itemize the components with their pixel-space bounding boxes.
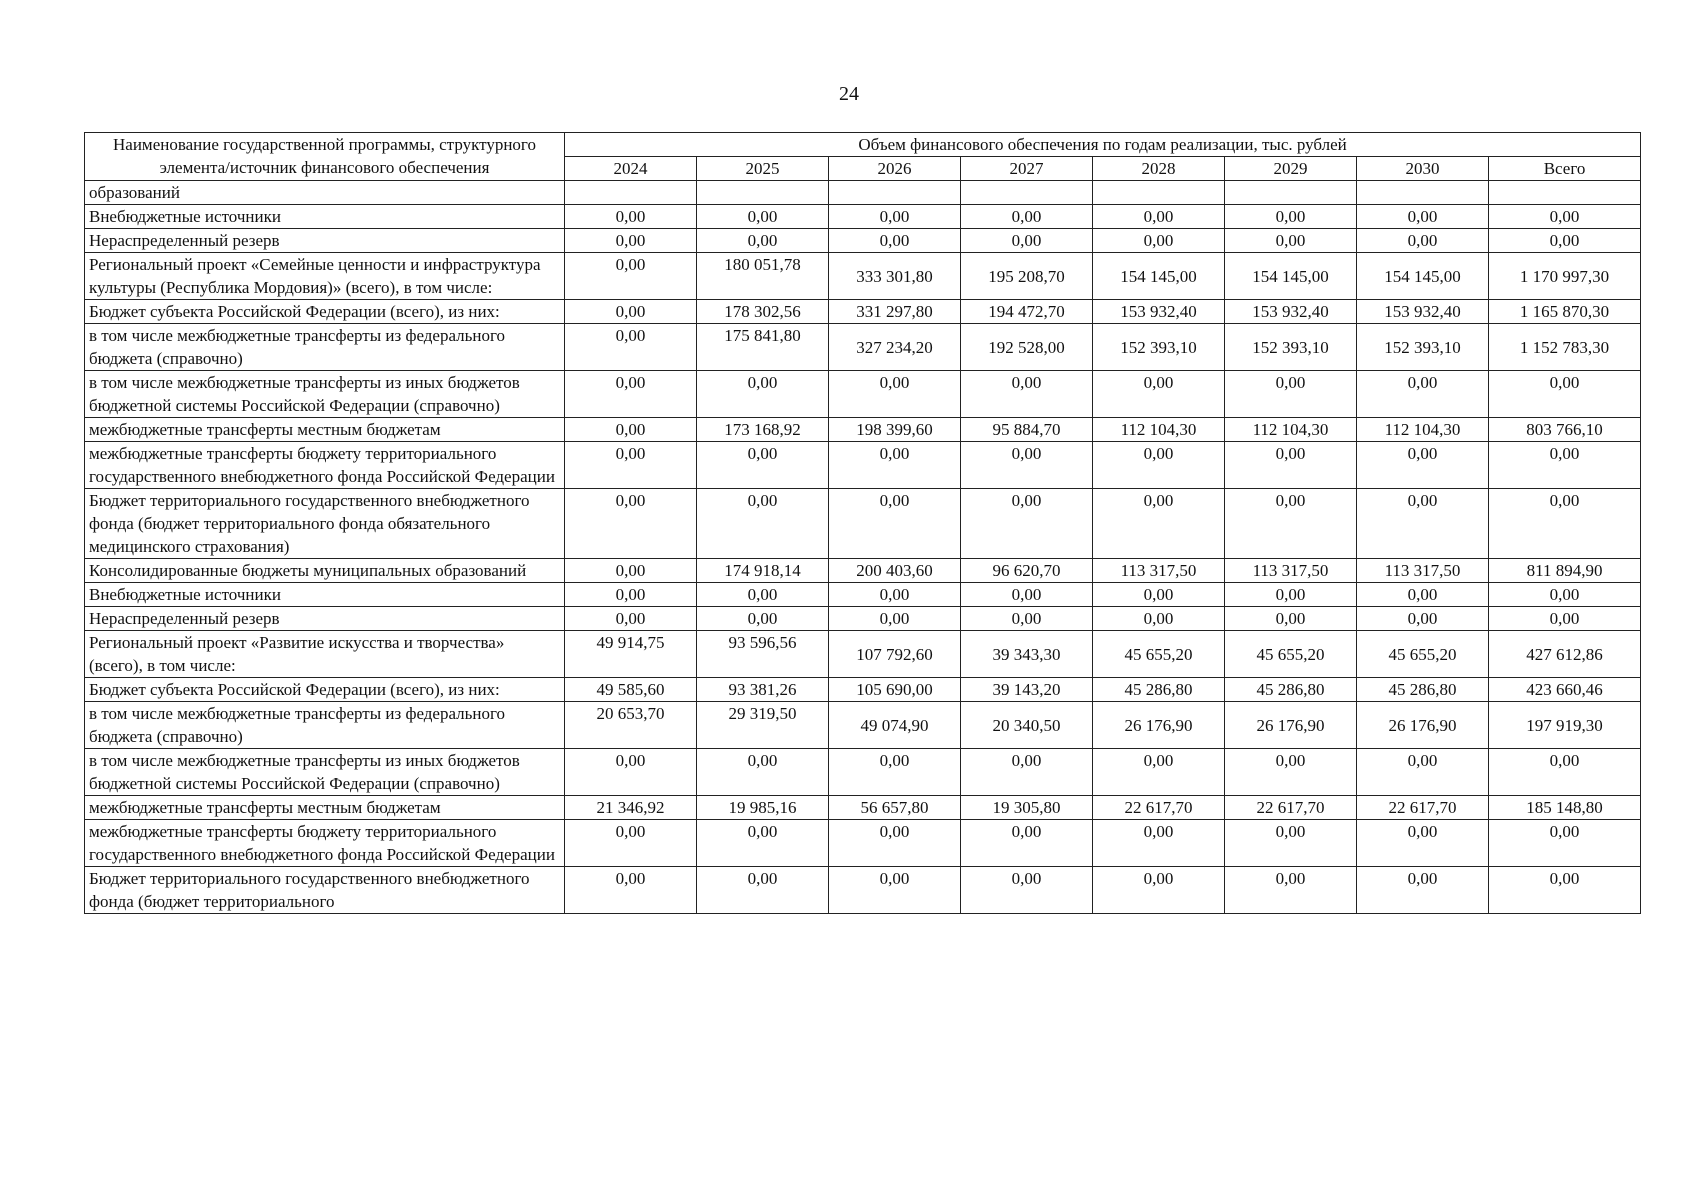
total-value-cell: 0,00: [1489, 442, 1641, 489]
year-value-cell: [1357, 181, 1489, 205]
year-value-cell: 49 914,75: [565, 631, 697, 678]
header-year: 2026: [829, 157, 961, 181]
year-value-cell: 0,00: [565, 371, 697, 418]
row-label: в том числе межбюджетные трансферты из иных бюджетов бюджетной системы Российской Федерации (справочно): [85, 371, 565, 418]
year-value-cell: 198 399,60: [829, 418, 961, 442]
row-label: образований: [85, 181, 565, 205]
year-value-cell: 152 393,10: [1225, 324, 1357, 371]
table-body: [85, 181, 1641, 914]
table-row: [85, 749, 1641, 796]
year-value-cell: 0,00: [565, 418, 697, 442]
year-value-cell: 45 655,20: [1225, 631, 1357, 678]
year-value-cell: 154 145,00: [1093, 253, 1225, 300]
year-value-cell: 113 317,50: [1225, 559, 1357, 583]
year-value-cell: 0,00: [565, 559, 697, 583]
total-value-cell: 185 148,80: [1489, 796, 1641, 820]
year-value-cell: 0,00: [697, 820, 829, 867]
total-value-cell: 423 660,46: [1489, 678, 1641, 702]
year-value-cell: 0,00: [961, 371, 1093, 418]
year-value-cell: 331 297,80: [829, 300, 961, 324]
year-value-cell: [697, 181, 829, 205]
year-value-cell: 45 286,80: [1357, 678, 1489, 702]
year-value-cell: 0,00: [565, 583, 697, 607]
year-value-cell: 194 472,70: [961, 300, 1093, 324]
year-value-cell: 200 403,60: [829, 559, 961, 583]
total-value-cell: 1 165 870,30: [1489, 300, 1641, 324]
year-value-cell: 0,00: [565, 820, 697, 867]
year-value-cell: 0,00: [829, 867, 961, 914]
table-row: [85, 631, 1641, 678]
total-value-cell: [1489, 181, 1641, 205]
year-value-cell: 0,00: [961, 749, 1093, 796]
year-value-cell: 153 932,40: [1357, 300, 1489, 324]
year-value-cell: 0,00: [829, 229, 961, 253]
year-value-cell: 112 104,30: [1357, 418, 1489, 442]
row-label: в том числе межбюджетные трансферты из федерального бюджета (справочно): [85, 702, 565, 749]
year-value-cell: 0,00: [1093, 229, 1225, 253]
year-value-cell: 0,00: [829, 371, 961, 418]
year-value-cell: 45 655,20: [1357, 631, 1489, 678]
row-label: Региональный проект «Семейные ценности и инфраструктура культуры (Республика Мордовия)» (всего), в том числе:: [85, 253, 565, 300]
total-value-cell: 0,00: [1489, 229, 1641, 253]
year-value-cell: 0,00: [1093, 820, 1225, 867]
year-value-cell: 0,00: [1225, 442, 1357, 489]
year-value-cell: 107 792,60: [829, 631, 961, 678]
year-value-cell: 0,00: [1225, 820, 1357, 867]
year-value-cell: 21 346,92: [565, 796, 697, 820]
header-year: 2027: [961, 157, 1093, 181]
year-value-cell: 0,00: [961, 442, 1093, 489]
year-value-cell: 0,00: [1357, 749, 1489, 796]
table-row: [85, 607, 1641, 631]
row-label: Бюджет субъекта Российской Федерации (всего), из них:: [85, 300, 565, 324]
year-value-cell: 112 104,30: [1225, 418, 1357, 442]
year-value-cell: 0,00: [1225, 205, 1357, 229]
year-value-cell: 45 286,80: [1093, 678, 1225, 702]
header-year: 2024: [565, 157, 697, 181]
year-value-cell: 0,00: [1225, 229, 1357, 253]
year-value-cell: 174 918,14: [697, 559, 829, 583]
year-value-cell: 26 176,90: [1225, 702, 1357, 749]
total-value-cell: 0,00: [1489, 607, 1641, 631]
year-value-cell: 0,00: [1225, 749, 1357, 796]
year-value-cell: 19 985,16: [697, 796, 829, 820]
year-value-cell: 39 343,30: [961, 631, 1093, 678]
year-value-cell: 195 208,70: [961, 253, 1093, 300]
year-value-cell: 20 340,50: [961, 702, 1093, 749]
year-value-cell: 0,00: [829, 205, 961, 229]
total-value-cell: 1 170 997,30: [1489, 253, 1641, 300]
year-value-cell: 0,00: [565, 867, 697, 914]
table-row: [85, 702, 1641, 749]
year-value-cell: 0,00: [565, 205, 697, 229]
year-value-cell: 0,00: [697, 442, 829, 489]
table-row: [85, 867, 1641, 914]
header-row-1: [85, 133, 1641, 157]
year-value-cell: [1093, 181, 1225, 205]
year-value-cell: 39 143,20: [961, 678, 1093, 702]
year-value-cell: 152 393,10: [1357, 324, 1489, 371]
year-value-cell: 0,00: [565, 442, 697, 489]
year-value-cell: 178 302,56: [697, 300, 829, 324]
year-value-cell: 0,00: [565, 300, 697, 324]
year-value-cell: 0,00: [1357, 442, 1489, 489]
year-value-cell: 173 168,92: [697, 418, 829, 442]
year-value-cell: 0,00: [961, 229, 1093, 253]
row-label: Бюджет субъекта Российской Федерации (всего), из них:: [85, 678, 565, 702]
year-value-cell: 0,00: [697, 205, 829, 229]
year-value-cell: [961, 181, 1093, 205]
header-financing-volume: Объем финансового обеспечения по годам реализации, тыс. рублей: [565, 133, 1641, 157]
year-value-cell: 113 317,50: [1357, 559, 1489, 583]
year-value-cell: 0,00: [961, 583, 1093, 607]
year-value-cell: 0,00: [1225, 371, 1357, 418]
total-value-cell: 1 152 783,30: [1489, 324, 1641, 371]
year-value-cell: 0,00: [829, 820, 961, 867]
table-row: [85, 253, 1641, 300]
header-name-column: Наименование государственной программы, структурного элемента/источник финансового обеспечения: [85, 133, 565, 181]
year-value-cell: 0,00: [697, 583, 829, 607]
table-row: [85, 371, 1641, 418]
table-row: [85, 205, 1641, 229]
year-value-cell: 0,00: [1093, 583, 1225, 607]
table-row: [85, 820, 1641, 867]
row-label: Региональный проект «Развитие искусства и творчества» (всего), в том числе:: [85, 631, 565, 678]
row-label: межбюджетные трансферты местным бюджетам: [85, 796, 565, 820]
year-value-cell: 0,00: [697, 607, 829, 631]
year-value-cell: 0,00: [1357, 607, 1489, 631]
year-value-cell: 0,00: [565, 324, 697, 371]
year-value-cell: 0,00: [697, 371, 829, 418]
year-value-cell: 93 596,56: [697, 631, 829, 678]
year-value-cell: 0,00: [829, 442, 961, 489]
year-value-cell: 0,00: [1093, 489, 1225, 559]
year-value-cell: 0,00: [565, 229, 697, 253]
year-value-cell: 0,00: [829, 489, 961, 559]
table-row: [85, 796, 1641, 820]
year-value-cell: 0,00: [565, 253, 697, 300]
row-label: Внебюджетные источники: [85, 205, 565, 229]
year-value-cell: 327 234,20: [829, 324, 961, 371]
year-value-cell: 113 317,50: [1093, 559, 1225, 583]
header-year: 2025: [697, 157, 829, 181]
table-row: [85, 583, 1641, 607]
year-value-cell: 112 104,30: [1093, 418, 1225, 442]
year-value-cell: 0,00: [697, 749, 829, 796]
year-value-cell: 0,00: [697, 489, 829, 559]
table-row: [85, 300, 1641, 324]
total-value-cell: 0,00: [1489, 583, 1641, 607]
table-row: [85, 678, 1641, 702]
row-label: в том числе межбюджетные трансферты из иных бюджетов бюджетной системы Российской Федерации (справочно): [85, 749, 565, 796]
row-label: в том числе межбюджетные трансферты из федерального бюджета (справочно): [85, 324, 565, 371]
year-value-cell: [829, 181, 961, 205]
table-row: [85, 324, 1641, 371]
row-label: межбюджетные трансферты бюджету территориального государственного внебюджетного фонда Российской Федерации: [85, 442, 565, 489]
year-value-cell: 0,00: [961, 820, 1093, 867]
total-value-cell: 803 766,10: [1489, 418, 1641, 442]
year-value-cell: 175 841,80: [697, 324, 829, 371]
year-value-cell: 56 657,80: [829, 796, 961, 820]
total-value-cell: 0,00: [1489, 749, 1641, 796]
year-value-cell: 0,00: [1357, 867, 1489, 914]
table-row: [85, 418, 1641, 442]
row-label: межбюджетные трансферты местным бюджетам: [85, 418, 565, 442]
year-value-cell: 105 690,00: [829, 678, 961, 702]
year-value-cell: 0,00: [1225, 583, 1357, 607]
year-value-cell: 0,00: [961, 489, 1093, 559]
year-value-cell: 0,00: [1357, 489, 1489, 559]
year-value-cell: 29 319,50: [697, 702, 829, 749]
year-value-cell: 0,00: [961, 205, 1093, 229]
table-row: [85, 442, 1641, 489]
table-row: [85, 559, 1641, 583]
total-value-cell: 427 612,86: [1489, 631, 1641, 678]
year-value-cell: 0,00: [1357, 371, 1489, 418]
financing-table: [84, 132, 1641, 914]
year-value-cell: [1225, 181, 1357, 205]
year-value-cell: 0,00: [1357, 205, 1489, 229]
year-value-cell: 22 617,70: [1225, 796, 1357, 820]
year-value-cell: 0,00: [829, 607, 961, 631]
total-value-cell: 0,00: [1489, 867, 1641, 914]
year-value-cell: 153 932,40: [1093, 300, 1225, 324]
year-value-cell: [565, 181, 697, 205]
year-value-cell: 22 617,70: [1093, 796, 1225, 820]
page-number: 24: [839, 83, 859, 105]
row-label: межбюджетные трансферты бюджету территориального государственного внебюджетного фонда Российской Федерации: [85, 820, 565, 867]
year-value-cell: 0,00: [829, 749, 961, 796]
year-value-cell: 26 176,90: [1093, 702, 1225, 749]
year-value-cell: 0,00: [1093, 205, 1225, 229]
year-value-cell: 154 145,00: [1225, 253, 1357, 300]
table-row: [85, 181, 1641, 205]
year-value-cell: 95 884,70: [961, 418, 1093, 442]
header-total: Всего: [1489, 157, 1641, 181]
year-value-cell: 0,00: [1225, 489, 1357, 559]
row-label: Внебюджетные источники: [85, 583, 565, 607]
table-row: [85, 229, 1641, 253]
row-label: Бюджет территориального государственного внебюджетного фонда (бюджет территориального фонда обязательного медицинского страхования): [85, 489, 565, 559]
header-year: 2029: [1225, 157, 1357, 181]
year-value-cell: 0,00: [1093, 442, 1225, 489]
year-value-cell: 0,00: [829, 583, 961, 607]
year-value-cell: 19 305,80: [961, 796, 1093, 820]
year-value-cell: 333 301,80: [829, 253, 961, 300]
row-label: Бюджет территориального государственного внебюджетного фонда (бюджет территориального: [85, 867, 565, 914]
year-value-cell: 0,00: [1357, 229, 1489, 253]
total-value-cell: 811 894,90: [1489, 559, 1641, 583]
year-value-cell: 26 176,90: [1357, 702, 1489, 749]
total-value-cell: 0,00: [1489, 489, 1641, 559]
year-value-cell: 49 074,90: [829, 702, 961, 749]
year-value-cell: 20 653,70: [565, 702, 697, 749]
year-value-cell: 0,00: [1093, 607, 1225, 631]
year-value-cell: 45 286,80: [1225, 678, 1357, 702]
table-row: [85, 489, 1641, 559]
total-value-cell: 0,00: [1489, 205, 1641, 229]
year-value-cell: 22 617,70: [1357, 796, 1489, 820]
year-value-cell: 0,00: [1093, 867, 1225, 914]
year-value-cell: 0,00: [1093, 749, 1225, 796]
total-value-cell: 0,00: [1489, 820, 1641, 867]
year-value-cell: 93 381,26: [697, 678, 829, 702]
year-value-cell: 0,00: [1225, 867, 1357, 914]
year-value-cell: 0,00: [1225, 607, 1357, 631]
header-year: 2030: [1357, 157, 1489, 181]
row-label: Нераспределенный резерв: [85, 607, 565, 631]
year-value-cell: 0,00: [565, 749, 697, 796]
year-value-cell: 0,00: [1093, 371, 1225, 418]
year-value-cell: 0,00: [961, 607, 1093, 631]
year-value-cell: 0,00: [565, 607, 697, 631]
header-year: 2028: [1093, 157, 1225, 181]
year-value-cell: 0,00: [565, 489, 697, 559]
year-value-cell: 192 528,00: [961, 324, 1093, 371]
year-value-cell: 0,00: [961, 867, 1093, 914]
year-value-cell: 0,00: [1357, 583, 1489, 607]
year-value-cell: 0,00: [697, 229, 829, 253]
row-label: Консолидированные бюджеты муниципальных образований: [85, 559, 565, 583]
year-value-cell: 45 655,20: [1093, 631, 1225, 678]
total-value-cell: 197 919,30: [1489, 702, 1641, 749]
year-value-cell: 154 145,00: [1357, 253, 1489, 300]
year-value-cell: 49 585,60: [565, 678, 697, 702]
year-value-cell: 153 932,40: [1225, 300, 1357, 324]
year-value-cell: 152 393,10: [1093, 324, 1225, 371]
year-value-cell: 96 620,70: [961, 559, 1093, 583]
year-value-cell: 0,00: [697, 867, 829, 914]
year-value-cell: 0,00: [1357, 820, 1489, 867]
year-value-cell: 180 051,78: [697, 253, 829, 300]
row-label: Нераспределенный резерв: [85, 229, 565, 253]
total-value-cell: 0,00: [1489, 371, 1641, 418]
